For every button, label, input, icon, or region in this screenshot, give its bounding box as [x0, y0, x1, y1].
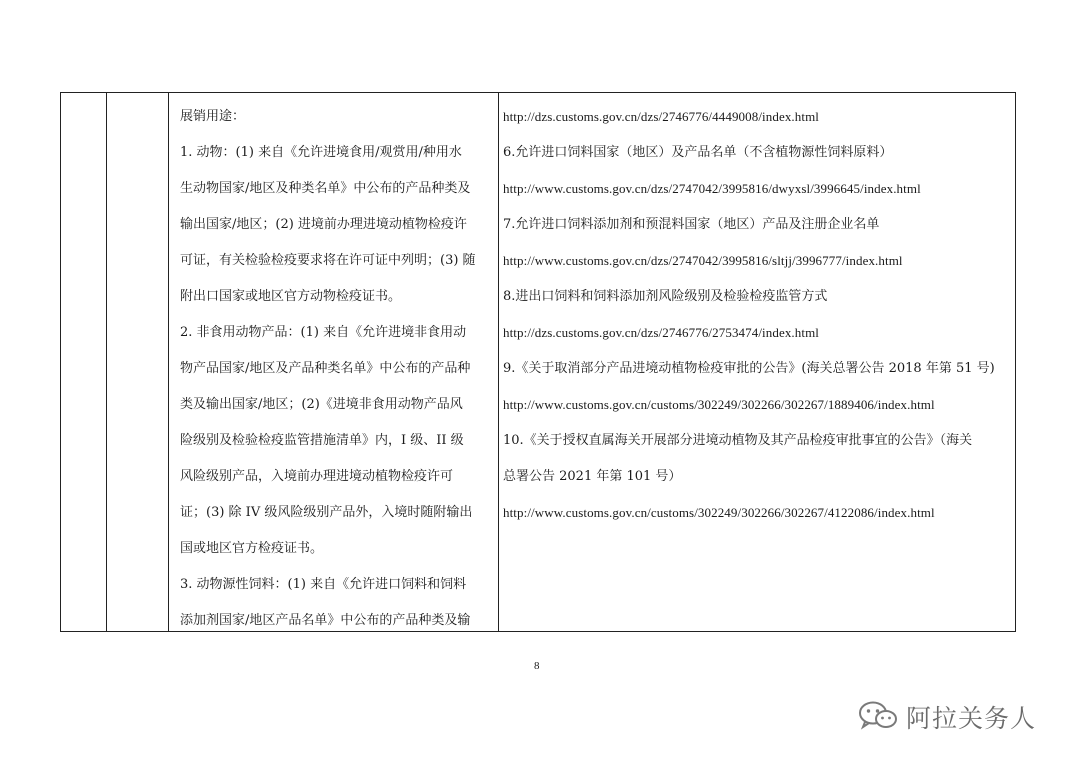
link-url[interactable]: http://dzs.customs.gov.cn/dzs/2746776/4449008/index.html: [503, 109, 820, 124]
link-url[interactable]: http://www.customs.gov.cn/customs/302249/302266/302267/4122086/index.html: [503, 505, 935, 520]
text-line: 2. 非食用动物产品：(1) 来自《允许进境非食用动: [180, 325, 467, 340]
text-line: 可证，有关检验检疫要求将在许可证中列明；(3) 随: [180, 253, 476, 268]
text-line: 国或地区官方检疫证书。: [180, 541, 324, 556]
text-line: 7.允许进口饲料添加剂和预混料国家（地区）产品及注册企业名单: [503, 217, 880, 232]
watermark-text: 阿拉关务人: [906, 704, 1037, 733]
text-line: 输出国家/地区；(2) 进境前办理进境动植物检疫许: [180, 217, 467, 232]
link-url[interactable]: http://www.customs.gov.cn/dzs/2747042/3995816/dwyxsl/3996645/index.html: [503, 181, 921, 196]
table-column-divider: [168, 93, 169, 631]
watermark: [858, 700, 1036, 734]
table-column-divider: [498, 93, 499, 631]
text-line: 附出口国家或地区官方动物检疫证书。: [180, 289, 402, 304]
text-line: 总署公告 2021 年第 101 号）: [503, 469, 682, 484]
text-line: 物产品国家/地区及产品种类名单》中公布的产品种: [180, 361, 471, 376]
table-column-divider: [106, 93, 107, 631]
link-url[interactable]: http://dzs.customs.gov.cn/dzs/2746776/2753474/index.html: [503, 325, 820, 340]
text-line: 6.允许进口饲料国家（地区）及产品名单（不含植物源性饲料原料）: [503, 145, 893, 160]
page-number: 8: [534, 660, 540, 672]
text-line: 生动物国家/地区及种类名单》中公布的产品种类及: [180, 181, 471, 196]
text-line: 添加剂国家/地区产品名单》中公布的产品种类及输: [180, 613, 471, 628]
text-line: 证；(3) 除 IV 级风险级别产品外，入境时随附输出: [180, 505, 473, 520]
link-url[interactable]: http://www.customs.gov.cn/customs/302249/302266/302267/1889406/index.html: [503, 397, 935, 412]
text-line: 3. 动物源性饲料：(1) 来自《允许进口饲料和饲料: [180, 577, 467, 592]
text-line: 展销用途：: [180, 109, 246, 124]
text-line: 8.进出口饲料和饲料添加剂风险级别及检验检疫监管方式: [503, 289, 828, 304]
text-line: 风险级别产品，入境前办理进境动植物检疫许可: [180, 469, 454, 484]
text-line: 险级别及检验检疫监管措施清单》内，I 级、II 级: [180, 433, 464, 448]
link-url[interactable]: http://www.customs.gov.cn/dzs/2747042/3995816/sltjj/3996777/index.html: [503, 253, 903, 268]
text-line: 1. 动物：(1) 来自《允许进境食用/观赏用/种用水: [180, 145, 462, 160]
text-line: 10.《关于授权直属海关开展部分进境动植物及其产品检疫审批事宜的公告》（海关: [503, 433, 973, 448]
text-line: 类及输出国家/地区；(2)《进境非食用动物产品风: [180, 397, 463, 412]
text-line: 9.《关于取消部分产品进境动植物检疫审批的公告》(海关总署公告 2018 年第 51 号): [503, 361, 995, 376]
wechat-icon: [858, 700, 898, 734]
